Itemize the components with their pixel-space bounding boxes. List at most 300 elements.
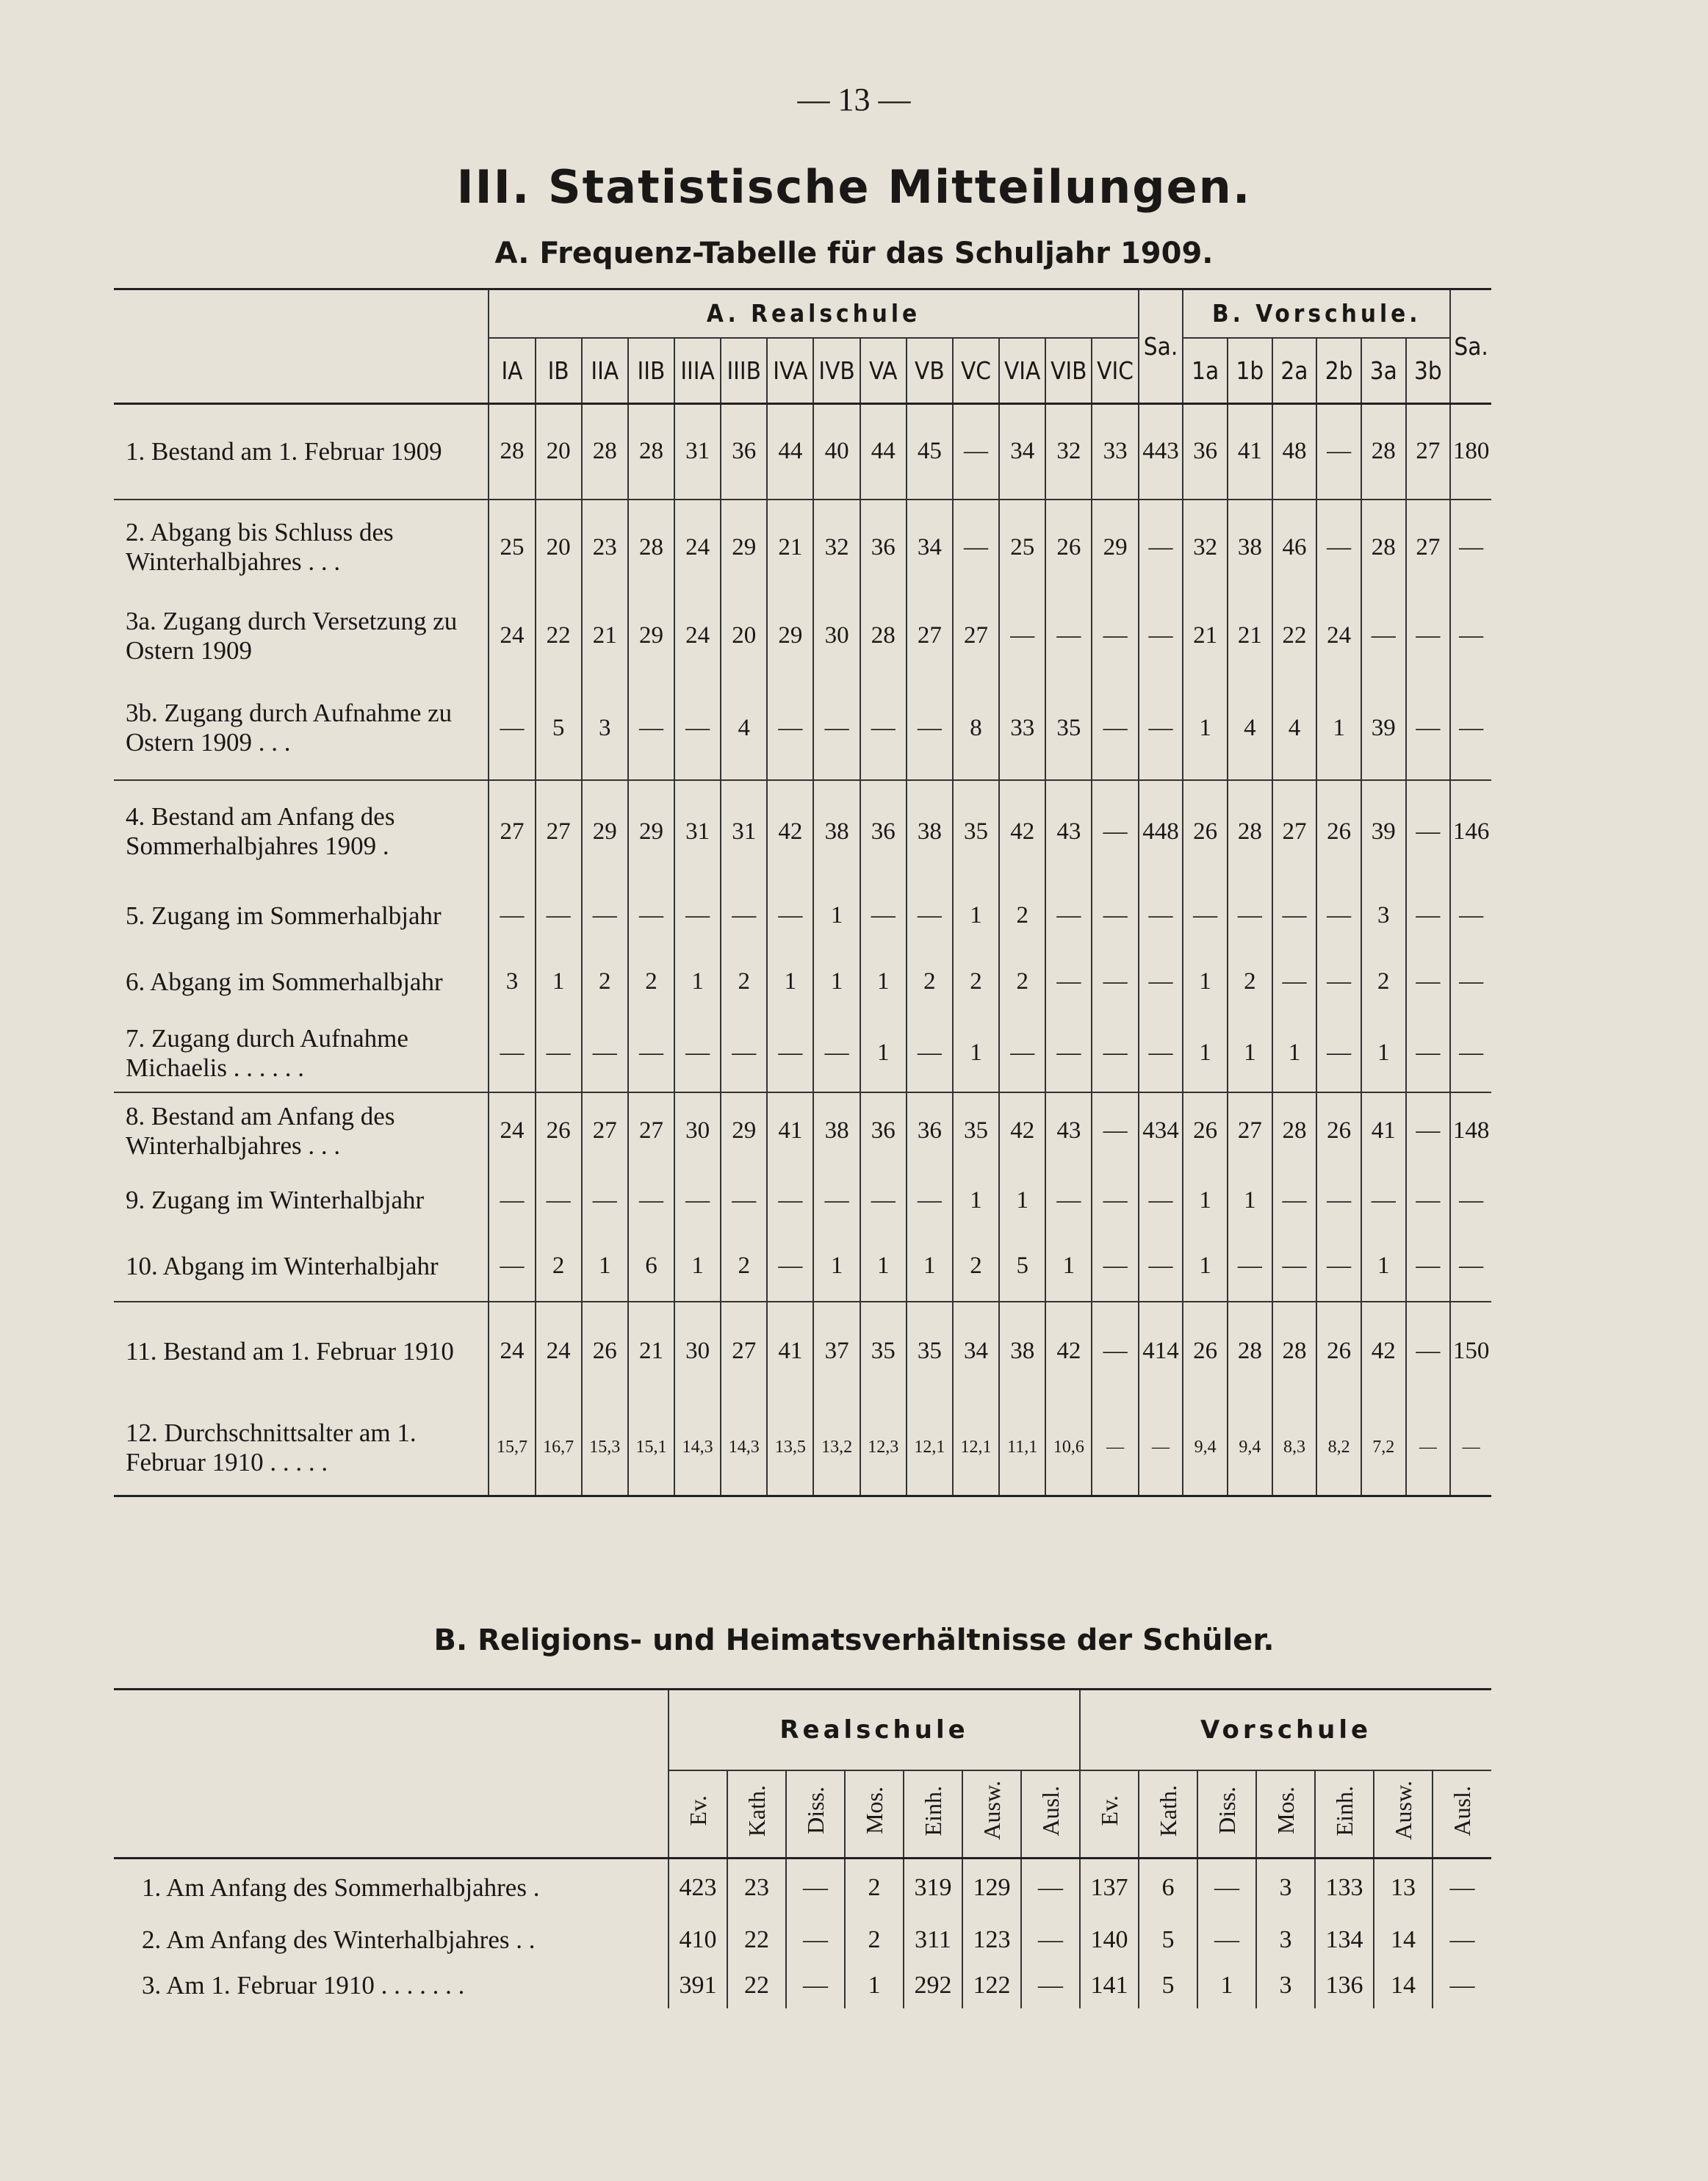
data-cell: — [1316, 949, 1361, 1015]
column-header: IIIA [674, 338, 721, 404]
data-cell: 23 [582, 500, 628, 595]
data-cell: 1 [1183, 1169, 1228, 1232]
data-cell: 45 [907, 404, 953, 500]
data-cell: 3 [1256, 1963, 1315, 2008]
table-row [114, 500, 1491, 595]
data-cell: — [489, 883, 535, 949]
table-row [114, 1169, 1491, 1232]
data-cell: — [582, 1015, 628, 1092]
data-cell: 44 [767, 404, 813, 500]
data-cell: 10,6 [1045, 1401, 1092, 1496]
data-cell: 35 [953, 1092, 999, 1169]
table-header-row [114, 1690, 1491, 1770]
page-number: — 13 — [797, 82, 911, 118]
sum-cell: — [1450, 500, 1491, 595]
data-cell: 3 [1361, 883, 1406, 949]
column-header: Kath. [1154, 1784, 1181, 1836]
data-cell: 1 [1183, 677, 1228, 780]
column-header: Einh. [1330, 1785, 1358, 1836]
data-cell: — [1406, 883, 1451, 949]
data-cell: 12,3 [860, 1401, 907, 1496]
data-cell: 1 [907, 1232, 953, 1302]
data-cell: — [721, 1015, 767, 1092]
data-cell: 2 [845, 1917, 904, 1963]
data-cell: 1 [845, 1963, 904, 2008]
table-row [114, 1917, 1491, 1963]
data-cell: 2 [1228, 949, 1272, 1015]
table-row [114, 1092, 1491, 1169]
column-header-cell [1139, 1770, 1197, 1859]
data-cell: — [489, 677, 535, 780]
data-cell: 27 [721, 1302, 767, 1401]
data-cell: — [1092, 1232, 1138, 1302]
data-cell: 38 [813, 1092, 860, 1169]
data-cell: 123 [962, 1917, 1021, 1963]
data-cell: — [1316, 1015, 1361, 1092]
data-cell: 141 [1080, 1963, 1139, 2008]
data-cell: 1 [999, 1169, 1045, 1232]
data-cell: — [1406, 1169, 1451, 1232]
data-cell: 1 [674, 1232, 721, 1302]
column-header: IA [489, 338, 535, 404]
data-cell: — [1406, 780, 1451, 883]
data-cell: 40 [813, 404, 860, 500]
data-cell: 423 [669, 1859, 727, 1917]
column-header: Mos. [1272, 1787, 1299, 1835]
column-header: IIIB [721, 338, 767, 404]
data-cell: 41 [767, 1092, 813, 1169]
data-cell: 28 [1228, 780, 1272, 883]
data-cell: 16,7 [536, 1401, 582, 1496]
column-header: 2b [1316, 338, 1361, 404]
sum-cell: — [1139, 1169, 1183, 1232]
column-header: 3b [1406, 338, 1451, 404]
data-cell: 27 [907, 595, 953, 677]
data-cell: — [1406, 1401, 1451, 1496]
data-cell: — [1406, 595, 1451, 677]
data-cell: 44 [860, 404, 907, 500]
data-cell: 26 [1316, 780, 1361, 883]
data-cell: — [1406, 1302, 1451, 1401]
sum-cell: 146 [1450, 780, 1491, 883]
data-cell: 133 [1315, 1859, 1374, 1917]
data-cell: — [786, 1859, 845, 1917]
table-row [114, 883, 1491, 949]
row-label: 5. Zugang im Sommerhalbjahr [126, 901, 442, 930]
data-cell: 31 [674, 780, 721, 883]
column-header: Ev. [1095, 1795, 1123, 1826]
data-cell: 27 [536, 780, 582, 883]
data-cell: 30 [813, 595, 860, 677]
data-cell: 8,3 [1272, 1401, 1317, 1496]
data-cell: 48 [1272, 404, 1317, 500]
table-row [114, 677, 1491, 780]
data-cell: 46 [1272, 500, 1317, 595]
group-header-realschule: Realschule [669, 1690, 1080, 1770]
data-cell: 36 [907, 1092, 953, 1169]
data-cell: — [582, 1169, 628, 1232]
data-cell: — [907, 883, 953, 949]
sum-cell: — [1450, 949, 1491, 1015]
column-header: Diss. [801, 1787, 829, 1835]
data-cell: 22 [727, 1917, 786, 1963]
row-label: 2. Abgang bis Schluss des Winterhalbjahres . . . [114, 500, 489, 595]
data-cell: 30 [674, 1302, 721, 1401]
column-header: VIA [999, 338, 1045, 404]
data-cell: 26 [1183, 780, 1228, 883]
data-cell: — [1092, 1401, 1138, 1496]
data-cell: — [674, 1169, 721, 1232]
data-cell: — [1272, 883, 1317, 949]
data-cell: 2 [628, 949, 674, 1015]
row-label: 6. Abgang im Sommerhalbjahr [126, 967, 443, 996]
column-header: Einh. [919, 1785, 946, 1836]
data-cell: 29 [721, 500, 767, 595]
data-cell: — [628, 1015, 674, 1092]
data-cell: — [1092, 883, 1138, 949]
data-cell: 26 [536, 1092, 582, 1169]
data-cell: 28 [1272, 1302, 1317, 1401]
data-cell: 43 [1045, 780, 1092, 883]
column-header: Ausl. [1037, 1785, 1064, 1836]
data-cell: — [813, 1169, 860, 1232]
data-cell: 6 [1139, 1859, 1197, 1917]
sum-cell: — [1139, 1401, 1183, 1496]
data-cell: 2 [953, 1232, 999, 1302]
data-cell: 15,3 [582, 1401, 628, 1496]
data-cell: — [674, 883, 721, 949]
data-cell: 9,4 [1228, 1401, 1272, 1496]
data-cell: — [674, 677, 721, 780]
data-cell: — [1045, 595, 1092, 677]
data-cell: 1 [1228, 1169, 1272, 1232]
column-header: IB [536, 338, 582, 404]
data-cell: 4 [1272, 677, 1317, 780]
data-cell: — [489, 1232, 535, 1302]
sum-cell: — [1450, 883, 1491, 949]
column-header-cell [669, 1770, 727, 1859]
table-row [114, 1859, 1491, 1917]
column-header-cell [1374, 1770, 1433, 1859]
data-cell: 28 [1272, 1092, 1317, 1169]
data-cell: — [1045, 1169, 1092, 1232]
data-cell: 21 [628, 1302, 674, 1401]
data-cell: — [907, 1169, 953, 1232]
data-cell: — [1045, 949, 1092, 1015]
data-cell: — [489, 1015, 535, 1092]
data-cell: — [1433, 1859, 1491, 1917]
column-header: IIB [628, 338, 674, 404]
data-cell: — [767, 677, 813, 780]
data-cell: — [1406, 1015, 1451, 1092]
data-cell: — [582, 883, 628, 949]
data-cell: 39 [1361, 780, 1406, 883]
data-cell: 38 [999, 1302, 1045, 1401]
data-cell: 13,5 [767, 1401, 813, 1496]
sum-cell: — [1139, 1015, 1183, 1092]
data-cell: — [1045, 883, 1092, 949]
data-cell: 2 [1361, 949, 1406, 1015]
data-cell: 2 [721, 949, 767, 1015]
data-cell: — [1092, 1169, 1138, 1232]
column-header: 3a [1361, 338, 1406, 404]
data-cell: 28 [1228, 1302, 1272, 1401]
data-cell: — [1406, 677, 1451, 780]
data-cell: 20 [536, 500, 582, 595]
data-cell: 25 [489, 500, 535, 595]
row-label: 7. Zugang durch Aufnahme Michaelis . . . . . . [126, 1023, 408, 1082]
section-b-title: B. Religions- und Heimatsverhältnisse der Schüler. [433, 1623, 1275, 1657]
sum-cell: — [1139, 949, 1183, 1015]
data-cell: 33 [1092, 404, 1138, 500]
data-cell: 42 [999, 1092, 1045, 1169]
column-header-cell [1315, 1770, 1374, 1859]
data-cell: 35 [953, 780, 999, 883]
data-cell: 42 [1045, 1302, 1092, 1401]
column-header-cell [1021, 1770, 1080, 1859]
data-cell: — [767, 1232, 813, 1302]
data-cell: 140 [1080, 1917, 1139, 1963]
data-cell: — [721, 883, 767, 949]
data-cell: — [1433, 1917, 1491, 1963]
row-label: 11. Bestand am 1. Februar 1910 [114, 1302, 489, 1401]
data-cell: 27 [582, 1092, 628, 1169]
data-cell: 8,2 [1316, 1401, 1361, 1496]
sum-cell: — [1139, 677, 1183, 780]
data-cell: 36 [860, 500, 907, 595]
data-cell: — [1092, 780, 1138, 883]
data-cell: — [786, 1917, 845, 1963]
row-label: 1. Am Anfang des Sommerhalbjahres . [142, 1873, 540, 1903]
table-row [114, 1232, 1491, 1302]
data-cell: 21 [1183, 595, 1228, 677]
data-cell: 3 [582, 677, 628, 780]
table-header-row [114, 289, 1491, 338]
data-cell: 34 [999, 404, 1045, 500]
sum-cell: — [1139, 883, 1183, 949]
table-row [114, 949, 1491, 1015]
data-cell: 4 [1228, 677, 1272, 780]
data-cell: 21 [1228, 595, 1272, 677]
table-row [114, 1015, 1491, 1092]
data-cell: 311 [904, 1917, 962, 1963]
sum-cell: — [1450, 677, 1491, 780]
data-cell: 41 [767, 1302, 813, 1401]
data-cell: 32 [1183, 500, 1228, 595]
sum-cell: — [1450, 595, 1491, 677]
data-cell: 1 [813, 949, 860, 1015]
data-cell: — [907, 1015, 953, 1092]
row-label: 9. Zugang im Winterhalbjahr [126, 1186, 425, 1214]
sum-cell: 443 [1139, 404, 1183, 500]
data-cell: — [1197, 1859, 1256, 1917]
group-header-vorschule: B. Vorschule. [1183, 289, 1450, 338]
sum-cell: 434 [1139, 1092, 1183, 1169]
sum-cell: 150 [1450, 1302, 1491, 1401]
data-cell: 32 [1045, 404, 1092, 500]
data-cell: 14 [1374, 1963, 1433, 2008]
data-cell: 33 [999, 677, 1045, 780]
data-cell: — [907, 677, 953, 780]
data-cell: 14 [1374, 1917, 1433, 1963]
data-cell: — [813, 677, 860, 780]
data-cell: — [1045, 1015, 1092, 1092]
data-cell: 23 [727, 1859, 786, 1917]
column-header: IIA [582, 338, 628, 404]
data-cell: 39 [1361, 677, 1406, 780]
data-cell: 1 [1045, 1232, 1092, 1302]
data-cell: 35 [860, 1302, 907, 1401]
column-header-cell [1433, 1770, 1491, 1859]
data-cell: — [953, 404, 999, 500]
data-cell: — [1092, 949, 1138, 1015]
data-cell: — [1228, 1232, 1272, 1302]
data-cell: 319 [904, 1859, 962, 1917]
data-cell: — [628, 677, 674, 780]
row-label: 1. Bestand am 1. Februar 1909 [126, 436, 442, 466]
data-cell: — [721, 1169, 767, 1232]
data-cell: 1 [1183, 1015, 1228, 1092]
table-row [114, 1302, 1491, 1401]
column-header: VC [953, 338, 999, 404]
data-cell: 2 [582, 949, 628, 1015]
data-cell: 11,1 [999, 1401, 1045, 1496]
data-cell: 3 [1256, 1859, 1315, 1917]
data-cell: 12,1 [907, 1401, 953, 1496]
data-cell: — [536, 1169, 582, 1232]
data-cell: 29 [721, 1092, 767, 1169]
sum-cell: 448 [1139, 780, 1183, 883]
data-cell: 36 [1183, 404, 1228, 500]
data-cell: 14,3 [721, 1401, 767, 1496]
data-cell: 28 [628, 404, 674, 500]
data-cell: 1 [536, 949, 582, 1015]
data-cell: 2 [907, 949, 953, 1015]
data-cell: 2 [845, 1859, 904, 1917]
data-cell: — [1092, 677, 1138, 780]
data-cell: — [1406, 1092, 1451, 1169]
data-cell: 24 [674, 500, 721, 595]
data-cell: — [767, 883, 813, 949]
data-cell: 1 [813, 883, 860, 949]
column-header: Ev. [684, 1795, 711, 1826]
data-cell: 38 [1228, 500, 1272, 595]
data-cell: — [860, 1169, 907, 1232]
data-cell: 15,7 [489, 1401, 535, 1496]
sum-cell: — [1450, 1015, 1491, 1092]
data-cell: 34 [953, 1302, 999, 1401]
data-cell: — [1092, 1302, 1138, 1401]
data-cell: — [1021, 1963, 1080, 2008]
data-cell: 4 [721, 677, 767, 780]
data-cell: 1 [1316, 677, 1361, 780]
data-cell: 42 [1361, 1302, 1406, 1401]
column-header-cell [727, 1770, 786, 1859]
data-cell: 122 [962, 1963, 1021, 2008]
sum-header-vorschule: Sa. [1450, 289, 1491, 404]
data-cell: 12,1 [953, 1401, 999, 1496]
data-cell: — [1228, 883, 1272, 949]
data-cell: 27 [628, 1092, 674, 1169]
data-cell: 2 [999, 949, 1045, 1015]
data-cell: 1 [582, 1232, 628, 1302]
data-cell: 35 [907, 1302, 953, 1401]
data-cell: 15,1 [628, 1401, 674, 1496]
data-cell: 22 [727, 1963, 786, 2008]
data-cell: 137 [1080, 1859, 1139, 1917]
data-cell: 2 [999, 883, 1045, 949]
sum-cell: 148 [1450, 1092, 1491, 1169]
data-cell: — [1272, 1232, 1317, 1302]
data-cell: 292 [904, 1963, 962, 2008]
data-cell: 13,2 [813, 1401, 860, 1496]
column-header-cell [904, 1770, 962, 1859]
data-cell: 1 [1183, 1232, 1228, 1302]
data-cell: 1 [953, 1015, 999, 1092]
data-cell: 26 [1316, 1302, 1361, 1401]
section-a-title: A. Frequenz-Tabelle für das Schuljahr 1909. [494, 237, 1214, 270]
column-header-cell [1197, 1770, 1256, 1859]
data-cell: — [1316, 1232, 1361, 1302]
data-cell: 35 [1045, 677, 1092, 780]
sum-cell: — [1139, 500, 1183, 595]
column-header: 1b [1228, 338, 1272, 404]
data-cell: 5 [1139, 1917, 1197, 1963]
data-cell: 26 [1183, 1092, 1228, 1169]
data-cell: 9,4 [1183, 1401, 1228, 1496]
data-cell: 36 [860, 780, 907, 883]
row-label: 3a. Zugang durch Versetzung zu Ostern 1909 [126, 606, 458, 665]
data-cell: 29 [628, 780, 674, 883]
data-cell: — [953, 500, 999, 595]
data-cell: 20 [721, 595, 767, 677]
data-cell: 27 [1272, 780, 1317, 883]
data-cell: 36 [860, 1092, 907, 1169]
table-row [114, 1401, 1491, 1496]
data-cell: 3 [489, 949, 535, 1015]
data-cell: — [628, 1169, 674, 1232]
column-header: VIB [1045, 338, 1092, 404]
data-cell: 43 [1045, 1092, 1092, 1169]
data-cell: 24 [489, 1092, 535, 1169]
data-cell: 24 [489, 595, 535, 677]
data-cell: — [628, 883, 674, 949]
data-cell: 5 [999, 1232, 1045, 1302]
data-cell: 21 [767, 500, 813, 595]
group-header-realschule: A. Realschule [489, 289, 1138, 338]
column-header-cell [786, 1770, 845, 1859]
data-cell: 1 [953, 883, 999, 949]
data-cell: 1 [860, 1232, 907, 1302]
column-header: VA [860, 338, 907, 404]
data-cell: — [489, 1169, 535, 1232]
sum-cell: — [1139, 1232, 1183, 1302]
row-label: 2. Am Anfang des Winterhalbjahres . . [142, 1925, 536, 1954]
data-cell: 38 [907, 780, 953, 883]
data-cell: 21 [582, 595, 628, 677]
row-label: 3. Am 1. Februar 1910 . . . . . . . [142, 1970, 465, 2000]
data-cell: — [1406, 949, 1451, 1015]
data-cell: — [999, 595, 1045, 677]
data-cell: 3 [1256, 1917, 1315, 1963]
data-cell: — [1361, 595, 1406, 677]
sum-cell: 180 [1450, 404, 1491, 500]
data-cell: 14,3 [674, 1401, 721, 1496]
data-cell: — [1272, 949, 1317, 1015]
data-cell: 27 [489, 780, 535, 883]
table-row [114, 1963, 1491, 2008]
data-cell: 28 [628, 500, 674, 595]
